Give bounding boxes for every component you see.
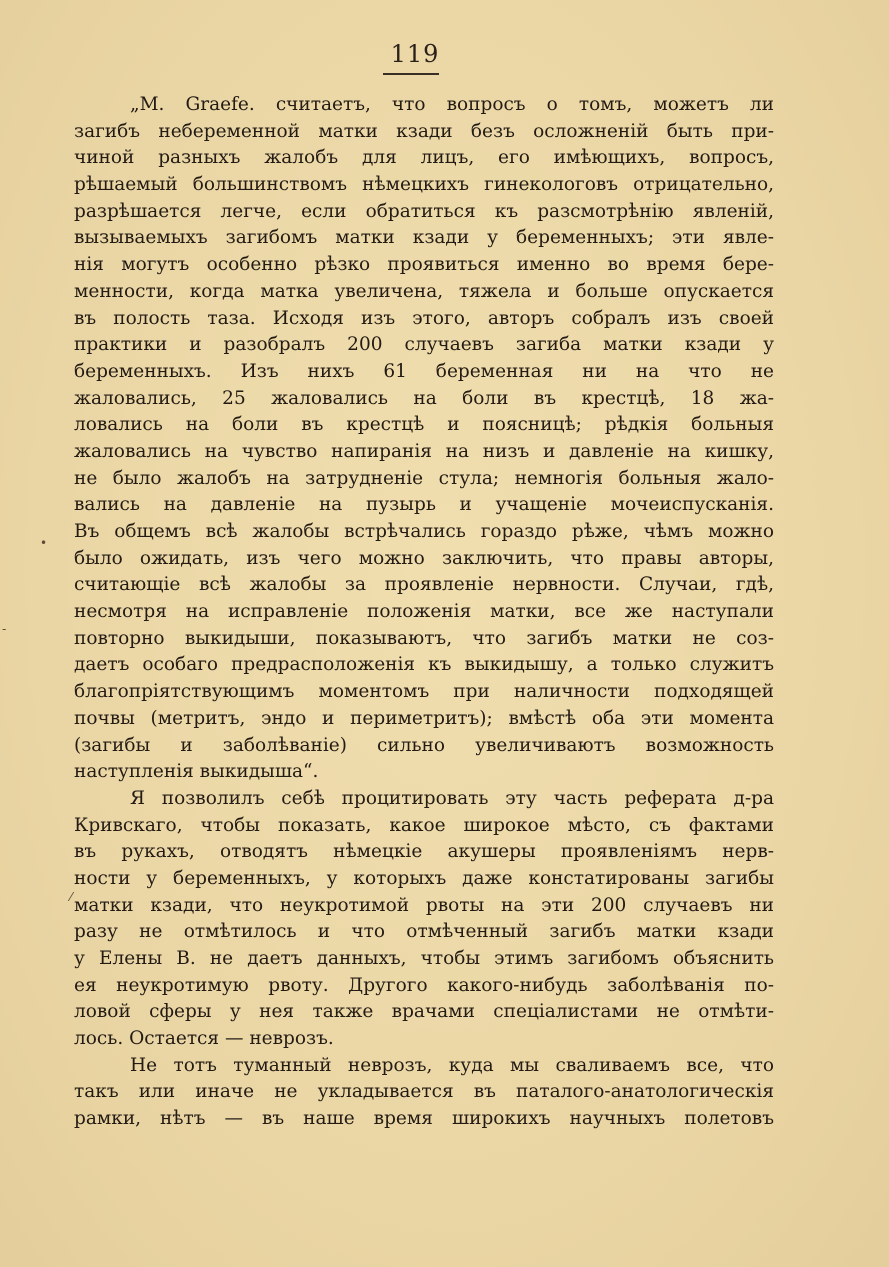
page-number-underline — [383, 73, 439, 75]
text-line: рѣшаемый большинствомъ нѣмецкихъ гинекологовъ отрицательно, — [74, 174, 774, 196]
paragraph — [74, 92, 774, 786]
text-line: лось. Остается — неврозъ. — [74, 1028, 334, 1050]
text-line: разрѣшается легче, если обратиться къ разсмотрѣнію явленій, — [74, 200, 774, 222]
page-number: 119 — [390, 40, 440, 68]
text-line: загибъ небеременной матки кзади безъ осложненій быть при- — [74, 120, 774, 142]
text-line: менности, когда матка увеличена, тяжела и больше опускается — [74, 280, 774, 302]
text-line: даетъ особаго предрасположенія къ выкидышу, а только служитъ — [74, 654, 774, 676]
text-line: практики и разобралъ 200 случаевъ загиба матки кзади у — [74, 334, 774, 356]
text-line: повторно выкидыши, показываютъ, что загибъ матки не соз- — [74, 627, 774, 649]
text-line: почвы (метритъ, эндо и периметритъ); вмѣстѣ оба эти момента — [74, 707, 774, 729]
text-line: не было жалобъ на затрудненіе стула; немногія больныя жало- — [74, 467, 774, 489]
text-line: жаловались на чувство напиранія на низъ и давленіе на кишку, — [74, 440, 774, 462]
paragraph — [74, 1053, 774, 1133]
text-line: вались на давленіе на пузырь и учащеніе мочеиспусканія. — [74, 494, 774, 516]
text-line: благопріятствующимъ моментомъ при наличности подходящей — [74, 681, 774, 703]
text-line: рамки, нѣтъ — въ наше время широкихъ научныхъ полетовъ — [74, 1108, 774, 1130]
margin-mark: ‑ — [2, 622, 7, 636]
text-line: несмотря на исправленіе положенія матки, все же наступали — [74, 601, 774, 623]
text-line: Кривскаго, чтобы показать, какое широкое мѣсто, съ фактами — [74, 814, 774, 836]
body-text — [74, 92, 774, 1133]
margin-mark: ⁄ — [70, 890, 73, 904]
text-line: беременныхъ. Изъ нихъ 61 беременная ни на что не — [74, 360, 774, 382]
text-line: въ полость таза. Исходя изъ этого, авторъ собралъ изъ своей — [74, 307, 774, 329]
paragraph — [74, 786, 774, 1053]
text-line: наступленія выкидыша“. — [74, 761, 319, 783]
text-line: вызываемыхъ загибомъ матки кзади у беременныхъ; эти явле- — [74, 227, 774, 249]
text-line: матки кзади, что неукротимой рвоты на эти 200 случаевъ ни — [74, 894, 774, 916]
text-line: ности у беременныхъ, у которыхъ даже констатированы загибы — [74, 867, 774, 889]
text-line: „M. Graefe. считаетъ, что вопросъ о томъ, можетъ ли — [130, 94, 774, 115]
text-line: ловой сферы у нея также врачами спеціалистами не отмѣти- — [74, 1001, 774, 1023]
text-line: Я позволилъ себѣ процитировать эту часть реферата д-ра — [130, 787, 774, 809]
text-line: чиной разныхъ жалобъ для лицъ, его имѣющихъ, вопросъ, — [74, 147, 774, 169]
text-line: такъ или иначе не укладывается въ паталого-анатологическія — [74, 1081, 774, 1103]
text-line: Не тотъ туманный неврозъ, куда мы сваливаемъ все, что — [130, 1054, 774, 1076]
text-line: разу не отмѣтилось и что отмѣченный загибъ матки кзади — [74, 921, 774, 943]
text-line: было ожидать, изъ чего можно заключить, что правы авторы, — [74, 547, 774, 569]
text-line: ея неукротимую рвоту. Другого какого-нибудь заболѣванія по- — [74, 974, 774, 996]
text-line: считающіе всѣ жалобы за проявленіе нервности. Случаи, гдѣ, — [74, 574, 774, 596]
text-line: у Елены В. не даетъ данныхъ, чтобы этимъ загибомъ объяснить — [74, 948, 774, 969]
text-line: нія могутъ особенно рѣзко проявиться именно во время бере- — [74, 254, 774, 276]
text-line: въ рукахъ, отводятъ нѣмецкіе акушеры проявленіямъ нерв- — [74, 841, 774, 863]
text-line: ловались на боли въ крестцѣ и поясницѣ; рѣдкія больныя — [74, 414, 774, 436]
text-line: Въ общемъ всѣ жалобы встрѣчались гораздо рѣже, чѣмъ можно — [74, 521, 774, 542]
text-line: жаловались, 25 жаловались на боли въ крестцѣ, 18 жа- — [74, 387, 774, 409]
margin-mark: • — [40, 536, 48, 550]
text-line: (загибы и заболѣваніе) сильно увеличиваютъ возможность — [74, 734, 774, 756]
